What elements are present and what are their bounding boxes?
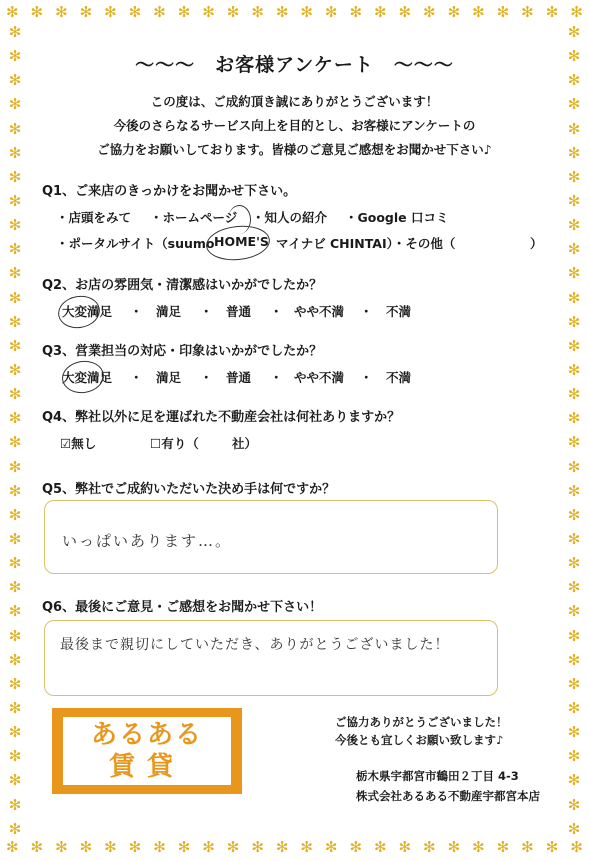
flower-ornament-icon: ✻ (567, 481, 581, 500)
top-border (0, 2, 589, 24)
flower-ornament-icon: ✻ (8, 602, 22, 621)
logo-text-top: あるある (90, 720, 203, 750)
flower-ornament-icon: ✻ (8, 650, 22, 669)
flower-ornament-icon: ✻ (567, 457, 581, 476)
flower-ornament-icon: ✻ (570, 3, 583, 21)
flower-ornament-icon: ✻ (8, 360, 22, 379)
intro-line: 今後のさらなるサービス向上を目的とし、お客様にアンケートの (113, 118, 476, 133)
q1-option-close: ） (530, 236, 543, 251)
flower-ornament-icon: ✻ (567, 771, 581, 790)
flower-ornament-icon: ✻ (8, 119, 22, 138)
flower-ornament-icon: ✻ (567, 554, 581, 573)
intro-text (0, 90, 589, 162)
flower-ornament-icon: ✻ (8, 167, 22, 186)
flower-ornament-icon: ✻ (300, 3, 313, 21)
flower-ornament-icon: ✻ (8, 336, 22, 355)
flower-ornament-icon: ✻ (567, 360, 581, 379)
q1-option[interactable]: ・知人の紹介 (252, 210, 328, 225)
q1-question: Q1、ご来店のきっかけをお聞かせ下さい。 (42, 184, 297, 199)
flower-ornament-icon: ✻ (521, 838, 534, 856)
flower-ornament-icon: ✻ (8, 288, 22, 307)
q3-option[interactable]: 満足 (156, 370, 182, 385)
flower-ornament-icon: ✻ (8, 481, 22, 500)
q2-option[interactable]: 大変満足 (62, 304, 113, 319)
q3-separator: ・ (130, 370, 143, 385)
flower-ornament-icon: ✻ (30, 3, 44, 21)
flower-ornament-icon: ✻ (447, 3, 461, 21)
flower-ornament-icon: ✻ (6, 3, 19, 21)
q1-option-homes[interactable]: HOME'S (214, 234, 269, 249)
intro-line: ご協力をお願いしております。皆様のご意見ご感想をお聞かせ下さい♪ (97, 142, 492, 157)
flower-ornament-icon: ✻ (202, 838, 215, 856)
flower-ornament-icon: ✻ (567, 409, 581, 428)
flower-ornament-icon: ✻ (8, 385, 22, 404)
q3-separator: ・ (270, 370, 283, 385)
flower-ornament-icon: ✻ (8, 47, 22, 66)
q4-some-checkbox[interactable]: ☐有り（ (150, 436, 199, 451)
flower-ornament-icon: ✻ (567, 529, 581, 548)
flower-ornament-icon: ✻ (55, 838, 68, 856)
q1-option[interactable]: CHINTAI）・その他（ (330, 236, 456, 251)
q4-question: Q4、弊社以外に足を運ばれた不動産会社は何社ありますか？ (42, 410, 401, 425)
flower-ornament-icon: ✻ (423, 838, 436, 856)
q2-question: Q2、お店の雰囲気・清潔感はいかがでしたか？ (42, 278, 323, 293)
flower-ornament-icon: ✻ (567, 698, 581, 717)
flower-ornament-icon: ✻ (567, 95, 581, 114)
q4-none-checkbox[interactable]: ☑無し (60, 436, 97, 451)
flower-ornament-icon: ✻ (349, 3, 363, 21)
flower-ornament-icon: ✻ (567, 819, 581, 838)
q2-option[interactable]: 不満 (386, 304, 412, 319)
flower-ornament-icon: ✻ (567, 240, 581, 259)
flower-ornament-icon: ✻ (567, 747, 581, 766)
q5-question: Q5、弊社でご成約いただいた決め手は何ですか？ (42, 482, 336, 497)
q3-separator: ・ (200, 370, 213, 385)
flower-ornament-icon: ✻ (8, 529, 22, 548)
flower-ornament-icon: ✻ (496, 838, 510, 856)
flower-ornament-icon: ✻ (104, 838, 117, 856)
q3-option[interactable]: 大変満足 (62, 370, 113, 385)
bottom-border (0, 837, 589, 859)
flower-ornament-icon: ✻ (373, 3, 387, 21)
flower-ornament-icon: ✻ (567, 167, 581, 186)
flower-ornament-icon: ✻ (8, 143, 22, 162)
flower-ornament-icon: ✻ (567, 119, 581, 138)
flower-ornament-icon: ✻ (567, 143, 581, 162)
flower-ornament-icon: ✻ (275, 3, 289, 21)
q2-option[interactable]: 普通 (226, 304, 252, 319)
q2-separator: ・ (130, 304, 143, 319)
flower-ornament-icon: ✻ (8, 505, 22, 524)
logo-inner (63, 717, 231, 785)
flower-ornament-icon: ✻ (447, 838, 461, 856)
flower-ornament-icon: ✻ (373, 838, 387, 856)
flower-ornament-icon: ✻ (153, 838, 166, 856)
flower-ornament-icon: ✻ (177, 838, 191, 856)
selection-mark (228, 205, 251, 234)
flower-ornament-icon: ✻ (6, 838, 19, 856)
flower-ornament-icon: ✻ (8, 240, 22, 259)
flower-ornament-icon: ✻ (567, 602, 581, 621)
flower-ornament-icon: ✻ (545, 3, 559, 21)
flower-ornament-icon: ✻ (8, 747, 22, 766)
flower-ornament-icon: ✻ (567, 723, 581, 742)
flower-ornament-icon: ✻ (567, 674, 581, 693)
flower-ornament-icon: ✻ (567, 650, 581, 669)
q3-separator: ・ (360, 370, 373, 385)
company-name: 株式会社あるある不動産宇都宮本店 (356, 789, 540, 803)
flower-ornament-icon: ✻ (8, 409, 22, 428)
intro-line: この度は、ご成約頂き誠にありがとうございます！ (150, 94, 439, 109)
flower-ornament-icon: ✻ (545, 838, 559, 856)
flower-ornament-icon: ✻ (8, 264, 22, 283)
flower-ornament-icon: ✻ (251, 3, 264, 21)
selection-circle (60, 358, 106, 396)
flower-ornament-icon: ✻ (567, 288, 581, 307)
flower-ornament-icon: ✻ (275, 838, 289, 856)
flower-ornament-icon: ✻ (226, 838, 240, 856)
flower-ornament-icon: ✻ (8, 554, 22, 573)
q4-some-suffix: 社） (232, 436, 258, 451)
flower-ornament-icon: ✻ (324, 838, 338, 856)
flower-ornament-icon: ✻ (567, 191, 581, 210)
q1-option[interactable]: ・Google 口コミ (345, 210, 449, 225)
q6-answer: 最後まで親切にしていただき、ありがとうございました！ (60, 637, 450, 653)
flower-ornament-icon: ✻ (423, 3, 436, 21)
flower-ornament-icon: ✻ (567, 626, 581, 645)
flower-ornament-icon: ✻ (567, 336, 581, 355)
flower-ornament-icon: ✻ (567, 71, 581, 90)
flower-ornament-icon: ✻ (8, 674, 22, 693)
q2-separator: ・ (200, 304, 213, 319)
q3-question: Q3、営業担当の対応・印象はいかがでしたか？ (42, 344, 323, 359)
flower-ornament-icon: ✻ (8, 71, 22, 90)
flower-ornament-icon: ✻ (472, 3, 485, 21)
flower-ornament-icon: ✻ (8, 457, 22, 476)
flower-ornament-icon: ✻ (567, 433, 581, 452)
thanks-line: 今後とも宜しくお願い致します♪ (335, 733, 504, 747)
flower-ornament-icon: ✻ (567, 505, 581, 524)
flower-ornament-icon: ✻ (8, 819, 22, 838)
flower-ornament-icon: ✻ (177, 3, 191, 21)
q1-option[interactable]: ・ポータルサイト（suumo (56, 236, 215, 251)
q1-option[interactable]: ・店頭をみて (56, 210, 132, 225)
q5-answer: いっぱいあります…。 (62, 532, 233, 550)
flower-ornament-icon: ✻ (8, 433, 22, 452)
flower-ornament-icon: ✻ (128, 3, 142, 21)
flower-ornament-icon: ✻ (104, 3, 117, 21)
flower-ornament-icon: ✻ (567, 23, 581, 41)
thanks-line: ご協力ありがとうございました！ (335, 715, 508, 729)
flower-ornament-icon: ✻ (55, 3, 68, 21)
flower-ornament-icon: ✻ (8, 723, 22, 742)
q1-option[interactable]: マイナビ (276, 236, 326, 251)
flower-ornament-icon: ✻ (300, 838, 313, 856)
company-address: 栃木県宇都宮市鶴田２丁目 4-3 (356, 769, 519, 783)
flower-ornament-icon: ✻ (8, 95, 22, 114)
flower-ornament-icon: ✻ (226, 3, 240, 21)
q3-option[interactable]: 不満 (386, 370, 412, 385)
flower-ornament-icon: ✻ (567, 312, 581, 331)
q2-option[interactable]: やや不満 (294, 304, 345, 319)
flower-ornament-icon: ✻ (521, 3, 534, 21)
flower-ornament-icon: ✻ (8, 698, 22, 717)
flower-ornament-icon: ✻ (8, 578, 22, 597)
flower-ornament-icon: ✻ (8, 191, 22, 210)
company-logo (52, 708, 242, 794)
flower-ornament-icon: ✻ (567, 385, 581, 404)
flower-ornament-icon: ✻ (567, 264, 581, 283)
flower-ornament-icon: ✻ (202, 3, 215, 21)
flower-ornament-icon: ✻ (567, 578, 581, 597)
flower-ornament-icon: ✻ (153, 3, 166, 21)
flower-ornament-icon: ✻ (324, 3, 338, 21)
flower-ornament-icon: ✻ (128, 838, 142, 856)
flower-ornament-icon: ✻ (349, 838, 363, 856)
q2-separator: ・ (360, 304, 373, 319)
flower-ornament-icon: ✻ (79, 838, 93, 856)
logo-text-bottom: 賃貸 (108, 752, 185, 782)
flower-ornament-icon: ✻ (8, 23, 22, 41)
flower-ornament-icon: ✻ (8, 795, 22, 814)
flower-ornament-icon: ✻ (30, 838, 44, 856)
flower-ornament-icon: ✻ (567, 216, 581, 235)
flower-ornament-icon: ✻ (251, 838, 264, 856)
q3-option[interactable]: 普通 (226, 370, 252, 385)
q6-question: Q6、最後にご意見・ご感想をお聞かせ下さい！ (42, 600, 323, 615)
flower-ornament-icon: ✻ (8, 626, 22, 645)
q3-option[interactable]: やや不満 (294, 370, 345, 385)
flower-ornament-icon: ✻ (567, 795, 581, 814)
flower-ornament-icon: ✻ (398, 838, 412, 856)
q2-separator: ・ (270, 304, 283, 319)
q2-option[interactable]: 満足 (156, 304, 182, 319)
flower-ornament-icon: ✻ (8, 771, 22, 790)
flower-ornament-icon: ✻ (496, 3, 510, 21)
flower-ornament-icon: ✻ (472, 838, 485, 856)
flower-ornament-icon: ✻ (8, 312, 22, 331)
selection-circle (56, 293, 103, 332)
flower-ornament-icon: ✻ (8, 216, 22, 235)
flower-ornament-icon: ✻ (567, 47, 581, 66)
q1-option[interactable]: ・ホームページ (150, 210, 238, 225)
q6-answer-box[interactable] (44, 620, 498, 696)
flower-ornament-icon: ✻ (398, 3, 412, 21)
flower-ornament-icon: ✻ (570, 838, 583, 856)
flower-ornament-icon: ✻ (79, 3, 93, 21)
survey-title: 〜〜〜 お客様アンケート 〜〜〜 (135, 54, 454, 76)
